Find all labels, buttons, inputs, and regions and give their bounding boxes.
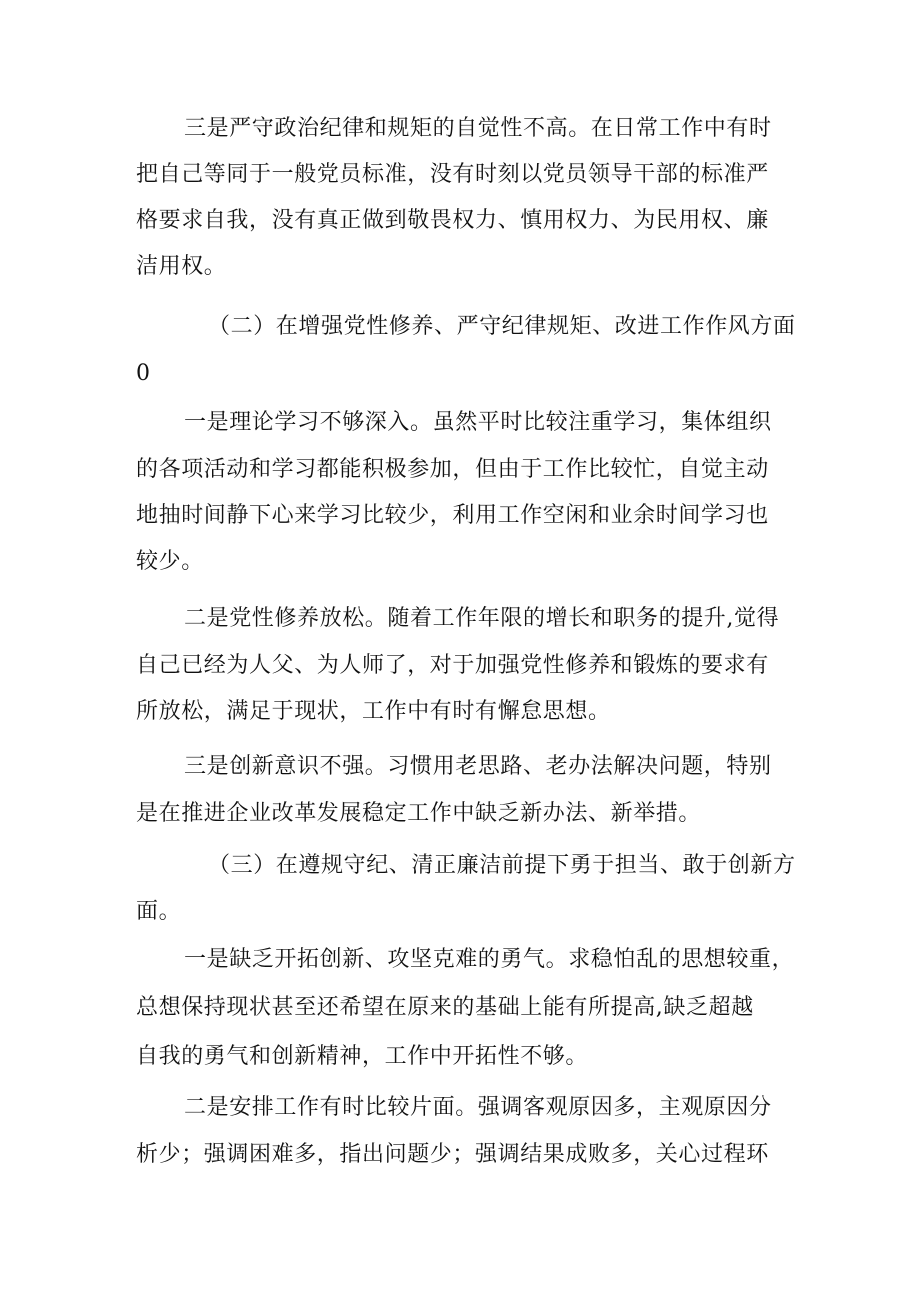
paragraph-line: 三是创新意识不强。习惯用老思路、老办法解决问题，特别 — [184, 754, 772, 779]
paragraph-line: 一是理论学习不够深入。虽然平时比较注重学习，集体组织 — [184, 410, 772, 435]
paragraph-line: 洁用权。 — [136, 254, 227, 279]
section-heading: （三）在遵规守纪、清正廉洁前提下勇于担当、敢于创新方 — [208, 853, 796, 878]
paragraph-line: 较少。 — [136, 549, 204, 574]
paragraph-line: 自我的勇气和创新精神，工作中开拓性不够。 — [136, 1044, 589, 1069]
paragraph-line: 二是党性修养放松。随着工作年限的增长和职务的提升,觉得 — [184, 606, 780, 631]
paragraph-line: 所放松，满足于现状，工作中有时有懈怠思想。 — [136, 699, 611, 724]
paragraph-line: 把自己等同于一般党员标准，没有时刻以党员领导干部的标准严 — [136, 162, 769, 187]
paragraph-line: 总想保持现状甚至还希望在原来的基础上能有所提高,缺乏超越 — [136, 995, 754, 1020]
section-heading: （二）在增强党性修养、严守纪律规矩、改进工作作风方面 — [208, 314, 796, 339]
paragraph-line: 一是缺乏开拓创新、攻坚克难的勇气。求稳怕乱的思想较重， — [184, 947, 795, 972]
paragraph-line: 是在推进企业改革发展稳定工作中缺乏新办法、新举措。 — [136, 801, 702, 826]
section-heading-continuation: 0 — [136, 361, 151, 386]
paragraph-line: 格要求自我，没有真正做到敬畏权力、慎用权力、为民用权、廉 — [136, 208, 769, 233]
paragraph-line: 二是安排工作有时比较片面。强调客观原因多，主观原因分 — [184, 1095, 772, 1120]
paragraph-line: 自己已经为人父、为人师了，对于加强党性修养和锻炼的要求有 — [136, 653, 769, 678]
paragraph-line: 地抽时间静下心来学习比较少，利用工作空闲和业余时间学习也 — [136, 503, 769, 528]
paragraph-line: 析少；强调困难多，指出问题少；强调结果成败多，关心过程环 — [136, 1142, 769, 1167]
paragraph-line: 三是严守政治纪律和规矩的自觉性不高。在日常工作中有时 — [184, 116, 772, 141]
section-heading-continuation: 面。 — [136, 899, 182, 924]
paragraph-line: 的各项活动和学习都能积极参加，但由于工作比较忙，自觉主动 — [136, 457, 769, 482]
